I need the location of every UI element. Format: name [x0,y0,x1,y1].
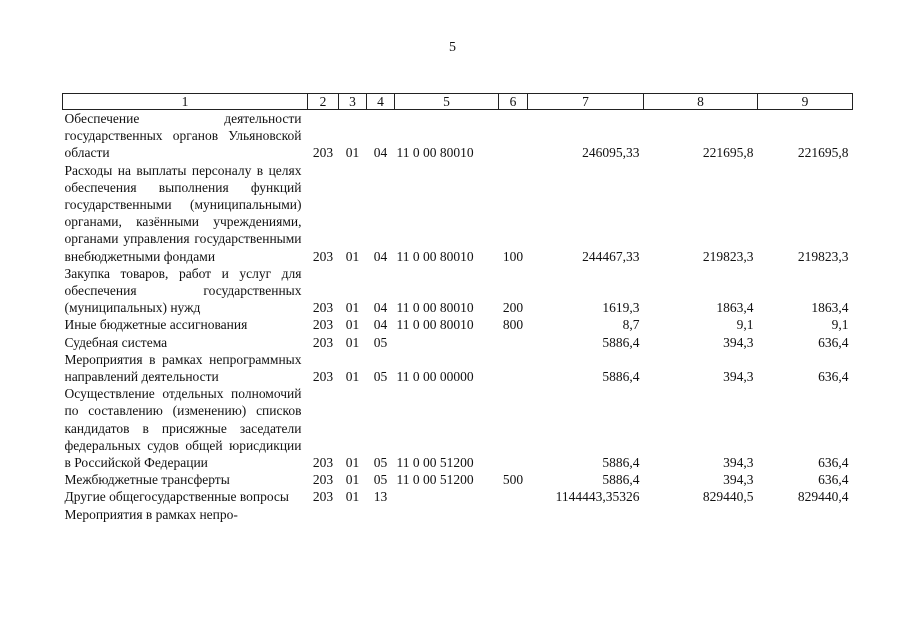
row-name: Обеспечение деятельности государственных органов Ульяновской области [64,111,302,161]
cell-amount-2: 1863,4 [716,300,754,316]
cell-section: 01 [345,369,360,385]
cell-ministry-code: 203 [312,248,334,264]
budget-table [62,93,853,523]
row-name: Закупка товаров, работ и услуг для обеспечения государственных (муниципальных) нужд [64,265,302,316]
cell-target-article: 11 0 00 51200 [396,472,474,488]
column-header: 2 [308,94,339,110]
cell-subsection: 05 [373,472,388,488]
cell-section: 01 [345,145,360,161]
cell-amount-2: 394,3 [723,472,754,488]
table-row [63,162,853,265]
table-row [63,471,853,488]
cell-subsection: 05 [373,455,388,471]
column-header: 1 [63,94,308,110]
cell-expense-type [499,334,528,351]
cell-section: 01 [345,248,360,264]
cell-amount-1: 5886,4 [602,472,640,488]
cell-target-article: 11 0 00 00000 [396,369,474,385]
cell-ministry-code: 203 [312,489,334,505]
cell-ministry-code: 203 [312,317,334,333]
cell-expense-type [499,506,528,523]
cell-expense-type: 200 [502,300,524,316]
cell-amount-1: 5886,4 [602,334,640,350]
cell-subsection: 05 [373,334,388,350]
cell-amount-2: 219823,3 [702,248,754,264]
column-header: 9 [758,94,853,110]
cell-amount-2: 394,3 [723,369,754,385]
cell-amount-1: 246095,33 [582,145,640,161]
cell-section: 01 [345,317,360,333]
row-name: Осуществление отдельных полномочий по составлению (изменению) списков кандидатов в присяжные заседатели федеральных судов общей юрисдикции в Российской Федерации [64,386,302,471]
column-header: 6 [499,94,528,110]
cell-amount-2 [644,506,758,523]
row-name: Судебная система [64,334,168,350]
cell-ministry-code: 203 [312,472,334,488]
cell-amount-1: 5886,4 [602,369,640,385]
column-header: 8 [644,94,758,110]
cell-amount-2: 9,1 [736,317,754,333]
cell-target-article: 11 0 00 80010 [396,248,474,264]
cell-amount-1: 5886,4 [602,455,640,471]
cell-section: 01 [345,455,360,471]
cell-ministry-code: 203 [312,369,334,385]
cell-ministry-code: 203 [312,300,334,316]
cell-amount-2: 394,3 [723,334,754,350]
table-row [63,265,853,317]
column-header: 3 [339,94,367,110]
cell-amount-2: 221695,8 [702,145,754,161]
cell-amount-3: 636,4 [818,369,849,385]
column-header: 7 [528,94,644,110]
cell-subsection: 04 [373,317,388,333]
cell-section [339,506,367,523]
cell-target-article [395,334,499,351]
cell-amount-3: 9,1 [831,317,849,333]
cell-target-article: 11 0 00 80010 [396,317,474,333]
cell-target-article [395,488,499,505]
cell-ministry-code: 203 [312,334,334,350]
cell-ministry-code: 203 [312,145,334,161]
cell-section: 01 [345,334,360,350]
cell-target-article: 11 0 00 80010 [396,300,474,316]
page-number: 5 [449,40,456,55]
row-name: Расходы на выплаты персоналу в целях обеспечения выполнения функций государственными (муниципальными) органами, казёнными учреждениями, органами управления государственными внебюджетными фондами [64,162,302,264]
cell-subsection: 04 [373,248,388,264]
cell-amount-3: 221695,8 [797,145,849,161]
cell-amount-1: 8,7 [622,317,640,333]
table-row [63,385,853,471]
cell-amount-1: 244467,33 [582,248,640,264]
cell-subsection: 04 [373,300,388,316]
header-row [63,94,853,110]
row-name: Межбюджетные трансферты [64,472,230,488]
cell-amount-2: 829440,5 [702,489,754,505]
cell-subsection [367,506,395,523]
column-header: 5 [395,94,499,110]
cell-amount-3: 829440,4 [797,489,849,505]
column-header: 4 [367,94,395,110]
cell-subsection: 05 [373,369,388,385]
row-name: Иные бюджетные ассигнования [64,317,248,333]
cell-expense-type [499,385,528,471]
cell-amount-1: 1619,3 [602,300,640,316]
cell-amount-3: 636,4 [818,455,849,471]
row-name: Мероприятия в рамках непрограммных направлений деятельности [64,351,302,385]
row-name: Другие общегосударственные вопросы [64,489,289,505]
cell-amount-2: 394,3 [723,455,754,471]
table-row [63,334,853,351]
table-row [63,488,853,505]
cell-target-article: 11 0 00 80010 [396,145,474,161]
cell-amount-3: 636,4 [818,472,849,488]
cell-expense-type: 100 [502,248,524,264]
cell-amount-1: 1144443,35326 [555,489,640,505]
cell-expense-type [499,351,528,385]
cell-target-article: 11 0 00 51200 [396,455,474,471]
row-name: Мероприятия в рамках непро- [64,506,238,522]
cell-amount-3: 1863,4 [811,300,849,316]
cell-amount-1 [528,506,644,523]
cell-ministry-code [308,506,339,523]
cell-subsection: 13 [373,489,388,505]
table-row [63,506,853,523]
cell-amount-3 [758,506,853,523]
cell-section: 01 [345,300,360,316]
table-row [63,110,853,162]
cell-section: 01 [345,489,360,505]
cell-amount-3: 219823,3 [797,248,849,264]
cell-expense-type [499,488,528,505]
cell-section: 01 [345,472,360,488]
cell-target-article [395,506,499,523]
table-row [63,316,853,333]
table-row [63,351,853,385]
cell-subsection: 04 [373,145,388,161]
cell-expense-type [499,110,528,162]
cell-expense-type: 800 [502,317,524,333]
cell-amount-3: 636,4 [818,334,849,350]
cell-expense-type: 500 [502,472,524,488]
cell-ministry-code: 203 [312,455,334,471]
